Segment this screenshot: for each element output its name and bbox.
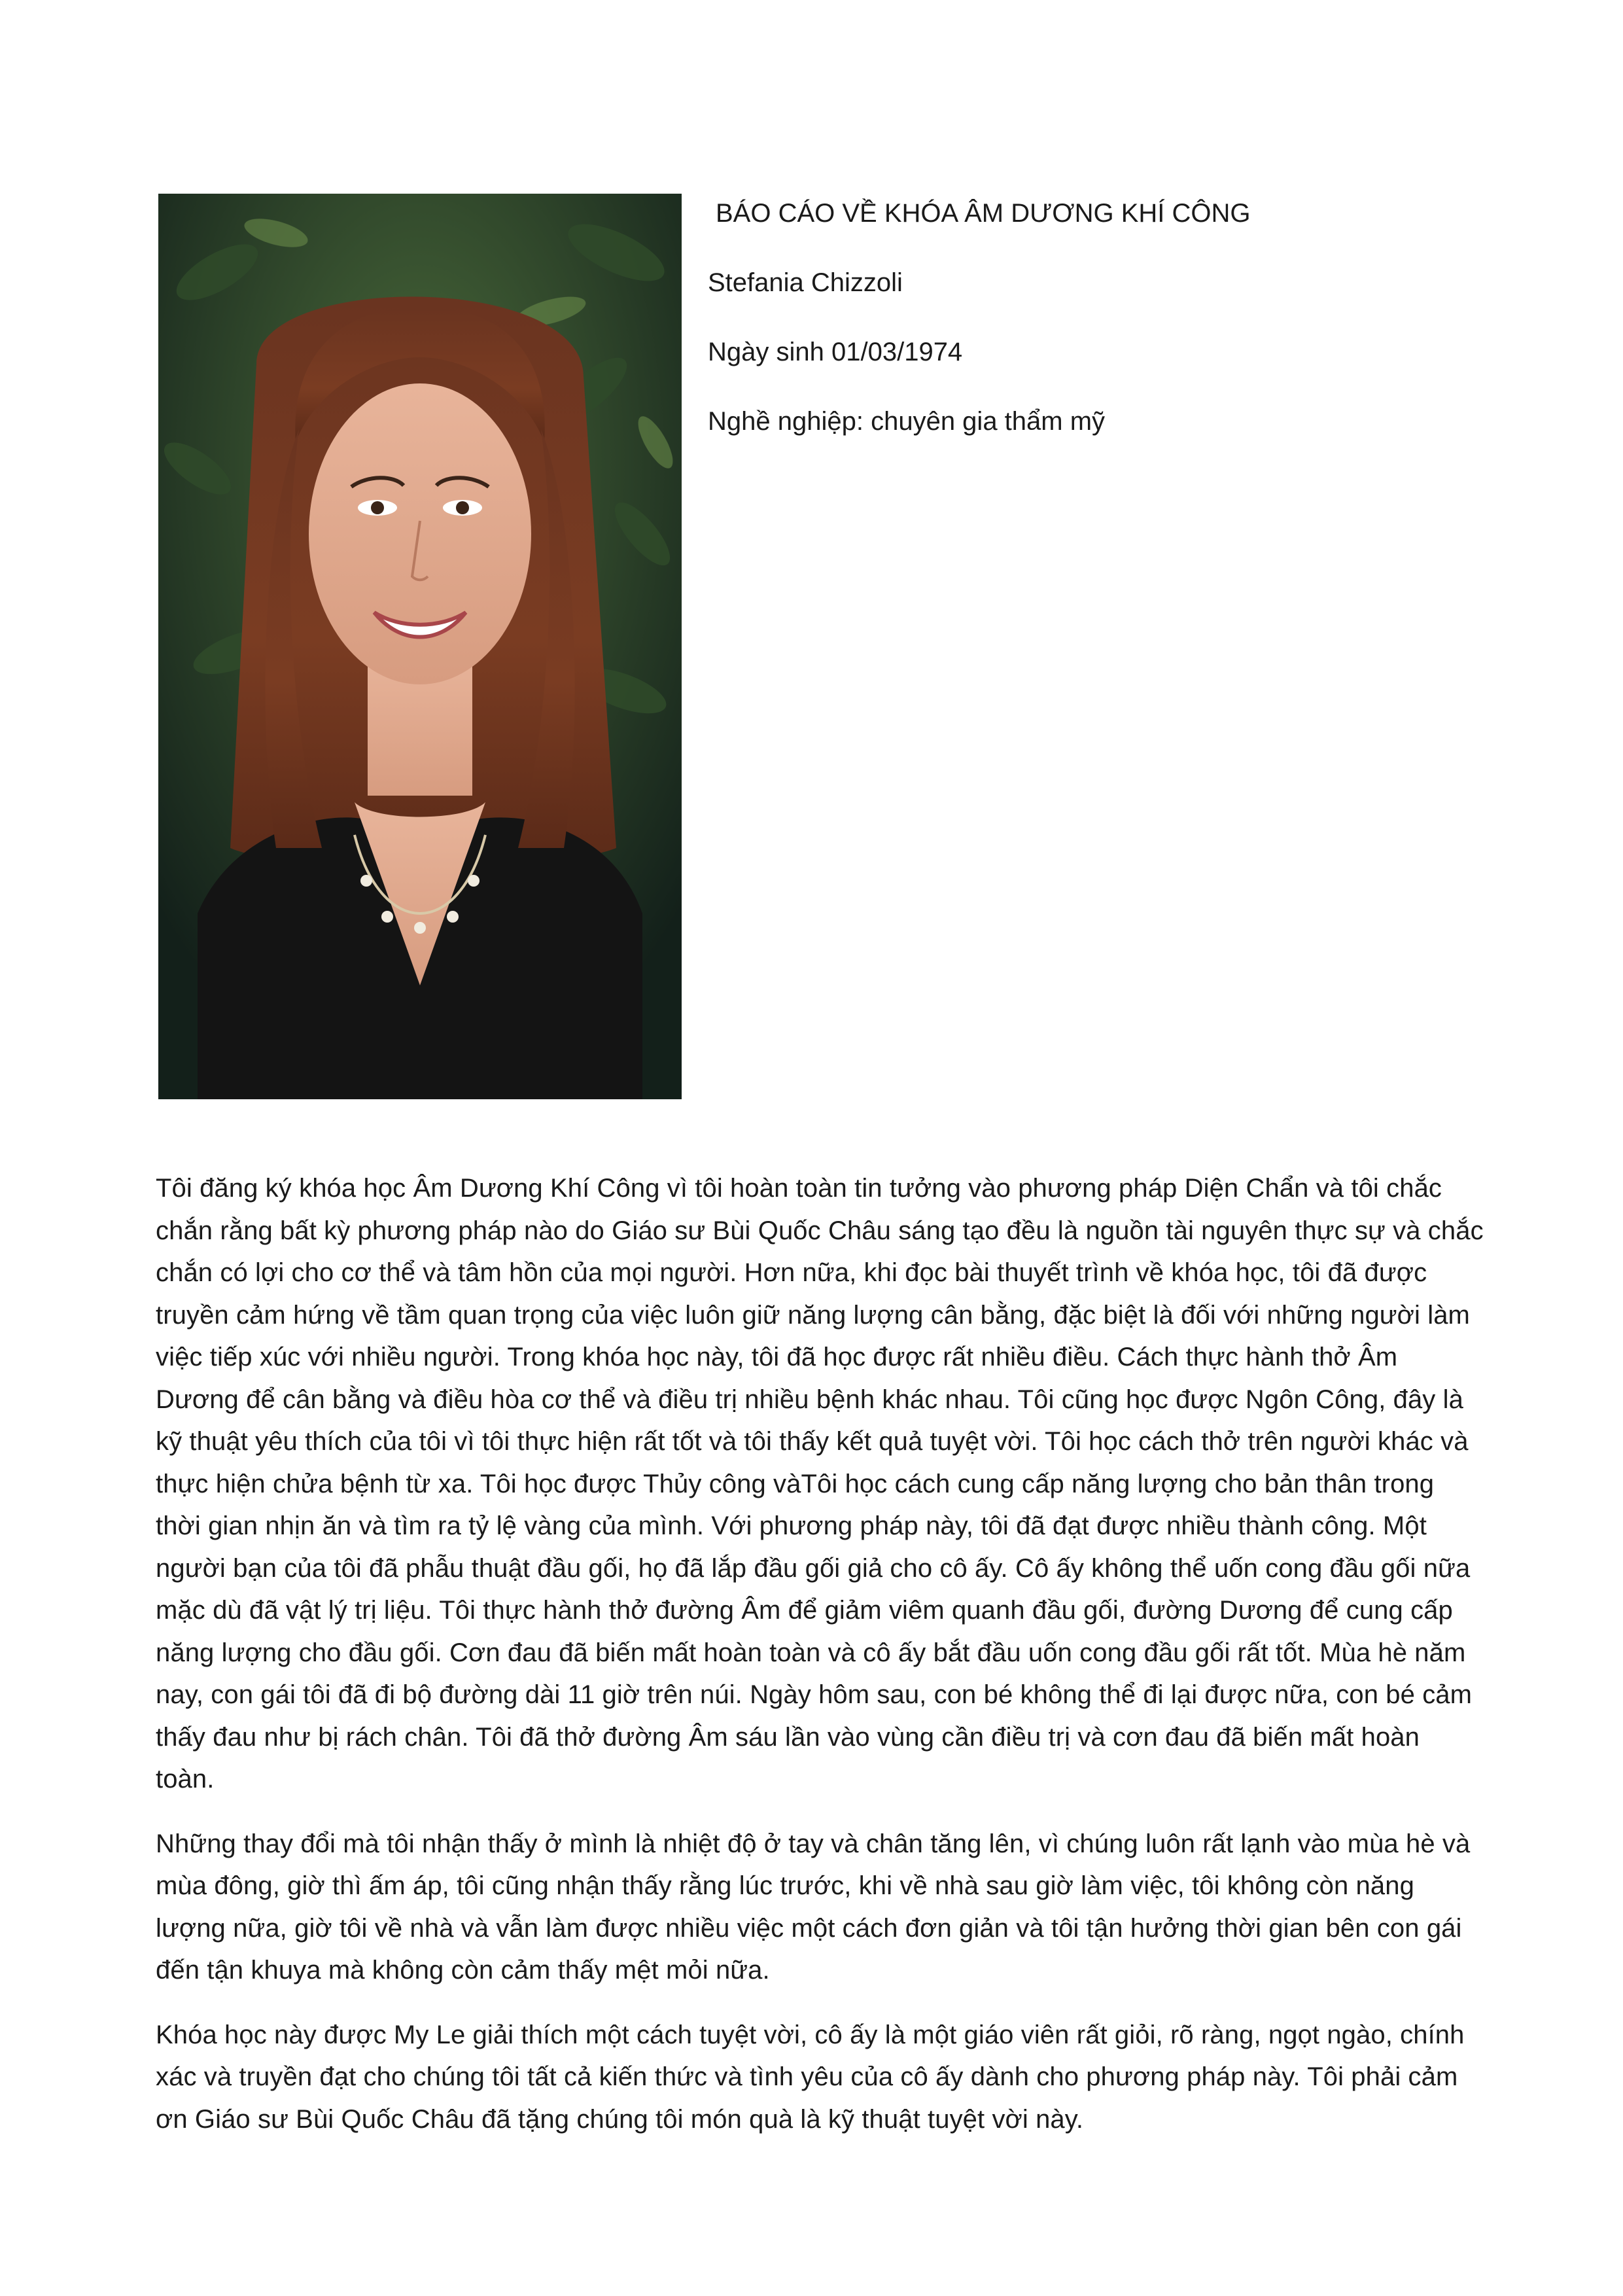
body-paragraph-2: Những thay đổi mà tôi nhận thấy ở mình là nhiệt độ ở tay và chân tăng lên, vì chúng luôn rất lạnh vào mùa hè và mùa đông, giờ thì ấm áp, tôi cũng nhận thấy rằng lúc trước, khi về nhà sau giờ làm việc, tôi không còn năng lượng nữa, giờ tôi về nhà và vẫn làm được nhiều việc một cách đơn giản và tôi tận hưởng thời gian bên con gái đến tận khuya mà không còn cảm thấy mệt mỏi nữa. [156,1829,1471,1985]
portrait-photo [158,194,682,1099]
report-body [156,1167,1484,2163]
date-of-birth: Ngày sinh 01/03/1974 [708,338,963,366]
person-name: Stefania Chizzoli [708,268,903,297]
portrait-illustration [158,194,682,1099]
report-title: BÁO CÁO VỀ KHÓA ÂM DƯƠNG KHÍ CÔNG [716,199,1251,228]
body-paragraph-3: Khóa học này được My Le giải thích một cách tuyệt vời, cô ấy là một giáo viên rất giỏi, rõ ràng, ngọt ngào, chính xác và truyền đạt cho chúng tôi tất cả kiến thức và tình yêu của cô ấy dành cho phương pháp này. Tôi phải cảm ơn Giáo sư Bùi Quốc Châu đã tặng chúng tôi món quà là kỹ thuật tuyệt vời này. [156,2020,1465,2134]
body-paragraph-1: Tôi đăng ký khóa học Âm Dương Khí Công vì tôi hoàn toàn tin tưởng vào phương pháp Diện Chẩn và tôi chắc chắn rằng bất kỳ phương pháp nào do Giáo sư Bùi Quốc Châu sáng tạo đều là nguồn tài nguyên thực sự và chắc chắn có lợi cho cơ thể và tâm hồn của mọi người. Hơn nữa, khi đọc bài thuyết trình về khóa học, tôi đã được truyền cảm hứng về tầm quan trọng của việc luôn giữ năng lượng cân bằng, đặc biệt là đối với những người làm việc tiếp xúc với nhiều người. Trong khóa học này, tôi đã học được rất nhiều điều. Cách thực hành thở Âm Dương để cân bằng và điều hòa cơ thể và điều trị nhiều bệnh khác nhau. Tôi cũng học được Ngôn Công, đây là kỹ thuật yêu thích của tôi vì tôi thực hiện rất tốt và tôi thấy kết quả tuyệt vời. Tôi học cách thở trên người khác và thực hiện chửa bệnh từ xa. Tôi học được Thủy công vàTôi học cách cung cấp năng lượng cho bản thân trong thời gian nhịn ăn và tìm ra tỷ lệ vàng của mình. Với phương pháp này, tôi đã đạt được nhiều thành công. Một người bạn của tôi đã phẫu thuật đầu gối, họ đã lắp đầu gối giả cho cô ấy. Cô ấy không thể uốn cong đầu gối nữa mặc dù đã vật lý trị liệu. Tôi thực hành thở đường Âm để giảm viêm quanh đầu gối, đường Dương để cung cấp năng lượng cho đầu gối. Cơn đau đã biến mất hoàn toàn và cô ấy bắt đầu uốn cong đầu gối rất tốt. Mùa hè năm nay, con gái tôi đã đi bộ đường dài 11 giờ trên núi. Ngày hôm sau, con bé không thể đi lại được nữa, con bé cảm thấy đau như bị rách chân. Tôi đã thở đường Âm sáu lần vào vùng cần điều trị và cơn đau đã biến mất hoàn toàn. [156,1174,1484,1793]
occupation: Nghề nghiệp: chuyên gia thẩm mỹ [708,407,1106,436]
